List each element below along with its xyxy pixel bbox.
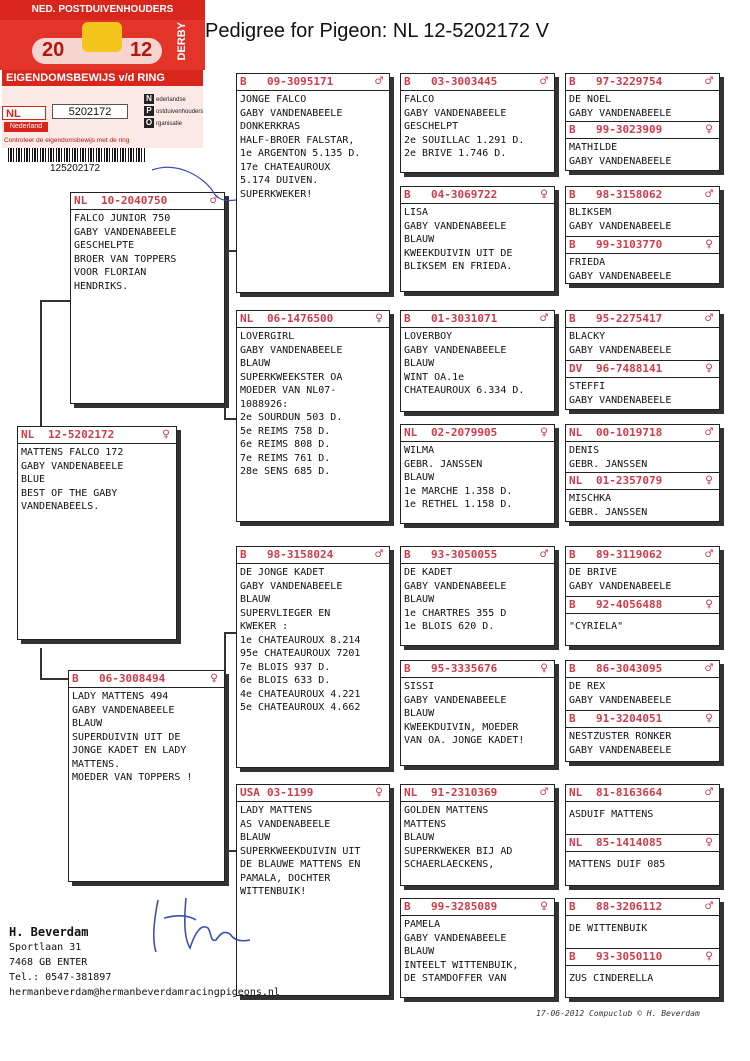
male-icon: ♂ xyxy=(375,74,383,89)
male-icon: ♂ xyxy=(705,187,713,202)
female-icon: ♀ xyxy=(705,473,713,488)
pigeon-details: FALCO GABY VANDENABEELE GESCHELPT 2e SOUILLAC 1.291 D. 2e BRIVE 1.746 D. xyxy=(404,94,525,159)
card-org-name: NED. POSTDUIVENHOUDERS xyxy=(0,0,205,20)
pigeon-card-mff: B 93-3050055 ♂ DE KADET GABY VANDENABEELE BLAUW 1e CHARTRES 355 D 1e BLOIS 620 D. xyxy=(400,546,555,646)
pigeon-details: LISA GABY VANDENABEELE BLAUW KWEEKDUIVIN UIT DE BLIKSEM EN FRIEDA. xyxy=(404,207,513,272)
card-ring-number: 5202172 xyxy=(52,104,128,119)
male-icon: ♂ xyxy=(540,785,548,800)
print-footer: 17-06-2012 Compuclub © H. Beverdam xyxy=(536,1009,700,1018)
female-icon: ♀ xyxy=(705,835,713,850)
pigeon-details: MATTENS FALCO 172 GABY VANDENABEELE BLUE BEST OF THE GABY VANDENABEELS. xyxy=(21,447,124,512)
female-icon: ♀ xyxy=(540,899,548,914)
pigeon-card-mfm: B 95-3335676 ♀ SISSI GABY VANDENABEELE BLAUW KWEEKDUIVIN, MOEDER VAN OA. JONGE KADET! xyxy=(400,660,555,766)
pigeon-details: DE BRIVE GABY VANDENABEELE xyxy=(569,567,672,592)
female-icon: ♀ xyxy=(705,949,713,964)
pen-stroke xyxy=(150,150,240,210)
connector-line xyxy=(224,850,236,852)
barcode-number: 125202172 xyxy=(50,163,101,174)
pigeon-card-subject: NL 12-5202172 ♀ MATTENS FALCO 172 GABY VANDENABEELE BLUE BEST OF THE GABY VANDENABEELS. xyxy=(17,426,177,640)
breeder-email: hermanbeverdam@hermanbeverdamracingpigeons.nl xyxy=(9,987,280,998)
pigeon-details: NESTZUSTER RONKER GABY VANDENABEELE xyxy=(569,731,672,756)
pigeon-card-mm: USA 03-1199 ♀ LADY MATTENS AS VANDENABEELE BLAUW SUPERKWEEKDUIVIN UIT DE BLAUWE MATTENS EN PAMALA, DOCHTER WITTENBUIK! xyxy=(236,784,390,996)
female-icon: ♀ xyxy=(705,122,713,137)
male-icon: ♂ xyxy=(375,547,383,562)
pigeon-details: MISCHKA GEBR. JANSSEN xyxy=(569,493,648,518)
male-icon: ♂ xyxy=(705,899,713,914)
pigeon-pair-5: B 89-3119062 ♂ DE BRIVE GABY VANDENABEELE B 92-4056488 ♀ "CYRIELA" xyxy=(565,546,720,646)
male-icon: ♂ xyxy=(705,311,713,326)
pigeon-details: DE JONGE KADET GABY VANDENABEELE BLAUW SUPERVLIEGER EN KWEKER : 1e CHATEAUROUX 8.214 95e CHATEAUROUX 7201 7e BLOIS 937 D. 6e BLOIS 633 D. 4e CHATEAUROUX 4.221 5e CHATEAUROUX 4.662 xyxy=(240,567,361,713)
pigeon-pair-7: NL 81-8163664 ♂ ASDUIF MATTENS NL 85-1414085 ♀ MATTENS DUIF 085 xyxy=(565,784,720,886)
pigeon-card-father: NL 10-2040750 ♂ FALCO JUNIOR 750 GABY VANDENABEELE GESCHELPTE BROER VAN TOPPERS VOOR FLORIAN HENDRIKS. xyxy=(70,192,225,404)
connector-line xyxy=(390,160,392,250)
card-org-block: N ederlandse P ostduivenhouders O rganisatie xyxy=(145,94,204,127)
pigeon-details: DE NOEL GABY VANDENABEELE xyxy=(569,94,672,119)
card-caption: EIGENDOMSBEWIJS v/d RING xyxy=(2,70,203,86)
female-icon: ♀ xyxy=(162,427,170,442)
pigeon-details: PAMELA GABY VANDENABEELE BLAUW INTEELT WITTENBUIK, DE STAMDOFFER VAN xyxy=(404,919,519,984)
pigeon-details: MATTENS DUIF 085 xyxy=(569,859,666,870)
female-icon: ♀ xyxy=(705,237,713,252)
connector-line xyxy=(390,600,392,708)
male-icon: ♂ xyxy=(705,425,713,440)
pigeon-card-ff: B 09-3095171 ♂ JONGE FALCO GABY VANDENABEELE DONKERKRAS HALF-BROER FALSTAR, 1e ARGENTON 5.135 D. 17e CHATEAUROUX 5.174 DUIVEN. SUPERKWEKER! xyxy=(236,73,390,293)
female-icon: ♀ xyxy=(540,425,548,440)
pigeon-details: ZUS CINDERELLA xyxy=(569,973,654,984)
connector-line xyxy=(40,300,42,426)
connector-line xyxy=(40,648,42,678)
pigeon-details: GOLDEN MATTENS MATTENS BLAUW SUPERKWEKER BIJ AD SCHAERLAECKENS, xyxy=(404,805,513,870)
breeder-street: Sportlaan 31 xyxy=(9,942,82,953)
female-icon: ♀ xyxy=(375,785,383,800)
pigeon-details: FALCO JUNIOR 750 GABY VANDENABEELE GESCHELPTE BROER VAN TOPPERS VOOR FLORIAN HENDRIKS. xyxy=(74,213,177,292)
connector-line xyxy=(224,632,236,634)
card-derby: DERBY xyxy=(176,22,188,61)
pigeon-card-ffm: B 04-3069722 ♀ LISA GABY VANDENABEELE BLAUW KWEEKDUIVIN UIT DE BLIKSEM EN FRIEDA. xyxy=(400,186,555,292)
pigeon-details: LADY MATTENS 494 GABY VANDENABEELE BLAUW SUPERDUIVIN UIT DE JONGE KADET EN LADY MATTENS. MOEDER VAN TOPPERS ! xyxy=(72,691,193,783)
connector-line xyxy=(40,678,68,680)
lion-crest-icon xyxy=(82,22,122,52)
pigeon-details: ASDUIF MATTENS xyxy=(569,809,654,820)
pigeon-details: DE KADET GABY VANDENABEELE BLAUW 1e CHARTRES 355 D 1e BLOIS 620 D. xyxy=(404,567,507,632)
page-title: Pedigree for Pigeon: NL 12-5202172 V xyxy=(205,20,549,42)
connector-line xyxy=(40,300,70,302)
male-icon: ♂ xyxy=(540,547,548,562)
breeder-city: 7468 GB ENTER xyxy=(9,957,88,968)
pigeon-details: WILMA GEBR. JANSSEN BLAUW 1e MARCHE 1.358 D. 1e RETHEL 1.158 D. xyxy=(404,445,513,510)
card-country: Nederland xyxy=(4,122,48,132)
female-icon: ♀ xyxy=(705,711,713,726)
card-country-code: NL xyxy=(2,106,46,120)
male-icon: ♂ xyxy=(540,311,548,326)
pigeon-pair-3: B 95-2275417 ♂ BLACKY GABY VANDENABEELE DV 96-7488141 ♀ STEFFI GABY VANDENABEELE xyxy=(565,310,720,410)
pigeon-details: SISSI GABY VANDENABEELE BLAUW KWEEKDUIVIN, MOEDER VAN OA. JONGE KADET! xyxy=(404,681,525,746)
pigeon-details: JONGE FALCO GABY VANDENABEELE DONKERKRAS HALF-BROER FALSTAR, 1e ARGENTON 5.135 D. 17e CHATEAUROUX 5.174 DUIVEN. SUPERKWEKER! xyxy=(240,94,361,200)
pigeon-details: STEFFI GABY VANDENABEELE xyxy=(569,381,672,406)
pigeon-details: BLIKSEM GABY VANDENABEELE xyxy=(569,207,672,232)
female-icon: ♀ xyxy=(540,187,548,202)
pigeon-card-fm: NL 06-1476500 ♀ LOVERGIRL GABY VANDENABEELE BLAUW SUPERKWEEKSTER OA MOEDER VAN NL07- 1088926: 2e SOURDUN 503 D. 5e REIMS 758 D. 6e REIMS 808 D. 7e REIMS 761 D. 28e SENS 685 D. xyxy=(236,310,390,522)
pigeon-pair-6: B 86-3043095 ♂ DE REX GABY VANDENABEELE B 91-3204051 ♀ NESTZUSTER RONKER GABY VANDENABEELE xyxy=(565,660,720,762)
pigeon-pair-2: B 98-3158062 ♂ BLIKSEM GABY VANDENABEELE B 99-3103770 ♀ FRIEDA GABY VANDENABEELE xyxy=(565,186,720,284)
pigeon-details: LOVERBOY GABY VANDENABEELE BLAUW WINT OA.1e CHATEAUROUX 6.334 D. xyxy=(404,331,525,396)
female-icon: ♀ xyxy=(210,671,218,686)
pigeon-details: DE REX GABY VANDENABEELE xyxy=(569,681,672,706)
pigeon-card-fmm: NL 02-2079905 ♀ WILMA GEBR. JANSSEN BLAUW 1e MARCHE 1.358 D. 1e RETHEL 1.158 D. xyxy=(400,424,555,524)
female-icon: ♀ xyxy=(540,661,548,676)
connector-line xyxy=(390,378,392,458)
connector-line xyxy=(224,250,236,252)
card-note: Controleer de eigendomsbewijs met de ring xyxy=(4,137,130,144)
pigeon-details: DE WITTENBUIK xyxy=(569,923,648,934)
connector-line xyxy=(390,820,392,930)
male-icon: ♂ xyxy=(210,193,218,208)
male-icon: ♂ xyxy=(540,74,548,89)
connector-line xyxy=(224,418,236,420)
male-icon: ♂ xyxy=(705,661,713,676)
pigeon-pair-4: NL 00-1019718 ♂ DENIS GEBR. JANSSEN NL 01-2357079 ♀ MISCHKA GEBR. JANSSEN xyxy=(565,424,720,522)
breeder-name: H. Beverdam xyxy=(9,925,89,939)
female-icon: ♀ xyxy=(375,311,383,326)
pigeon-card-fmf: B 01-3031071 ♂ LOVERBOY GABY VANDENABEELE BLAUW WINT OA.1e CHATEAUROUX 6.334 D. xyxy=(400,310,555,412)
breeder-phone: Tel.: 0547-381897 xyxy=(9,972,112,983)
pigeon-details: DENIS GEBR. JANSSEN xyxy=(569,445,648,470)
pigeon-details: MATHILDE GABY VANDENABEELE xyxy=(569,142,672,167)
pigeon-pair-8: B 88-3206112 ♂ DE WITTENBUIK B 93-3050110 ♀ ZUS CINDERELLA xyxy=(565,898,720,998)
male-icon: ♂ xyxy=(705,74,713,89)
breeder-address xyxy=(9,925,280,1000)
pigeon-details: BLACKY GABY VANDENABEELE xyxy=(569,331,672,356)
male-icon: ♂ xyxy=(705,547,713,562)
pigeon-details: LADY MATTENS AS VANDENABEELE BLAUW SUPERKWEEKDUIVIN UIT DE BLAUWE MATTENS EN PAMALA, DOCHTER WITTENBUIK! xyxy=(240,805,361,897)
card-year: 20 12 xyxy=(32,38,162,64)
pigeon-card-fff: B 03-3003445 ♂ FALCO GABY VANDENABEELE GESCHELPT 2e SOUILLAC 1.291 D. 2e BRIVE 1.746 D. xyxy=(400,73,555,173)
female-icon: ♀ xyxy=(705,597,713,612)
pigeon-card-mf: B 98-3158024 ♂ DE JONGE KADET GABY VANDENABEELE BLAUW SUPERVLIEGER EN KWEKER : 1e CHATEAUROUX 8.214 95e CHATEAUROUX 7201 7e BLOIS 937 D. 6e BLOIS 633 D. 4e CHATEAUROUX 4.221 5e CHATEAUROUX 4.662 xyxy=(236,546,390,768)
male-icon: ♂ xyxy=(705,785,713,800)
pigeon-card-mmf: NL 91-2310369 ♂ GOLDEN MATTENS MATTENS BLAUW SUPERKWEKER BIJ AD SCHAERLAECKENS, xyxy=(400,784,555,886)
pigeon-card-mmm: B 99-3285089 ♀ PAMELA GABY VANDENABEELE BLAUW INTEELT WITTENBUIK, DE STAMDOFFER VAN xyxy=(400,898,555,998)
pigeon-details: "CYRIELA" xyxy=(569,621,624,632)
female-icon: ♀ xyxy=(705,361,713,376)
pigeon-details: LOVERGIRL GABY VANDENABEELE BLAUW SUPERKWEEKSTER OA MOEDER VAN NL07- 1088926: 2e SOURDUN 503 D. 5e REIMS 758 D. 6e REIMS 808 D. 7e REIMS 761 D. 28e SENS 685 D. xyxy=(240,331,343,477)
pigeon-pair-1: B 97-3229754 ♂ DE NOEL GABY VANDENABEELE B 99-3023909 ♀ MATHILDE GABY VANDENABEELE xyxy=(565,73,720,171)
pigeon-details: FRIEDA GABY VANDENABEELE xyxy=(569,257,672,282)
pigeon-card-mother: B 06-3008494 ♀ LADY MATTENS 494 GABY VANDENABEELE BLAUW SUPERDUIVIN UIT DE JONGE KADET EN LADY MATTENS. MOEDER VAN TOPPERS ! xyxy=(68,670,225,882)
barcode xyxy=(8,148,146,162)
